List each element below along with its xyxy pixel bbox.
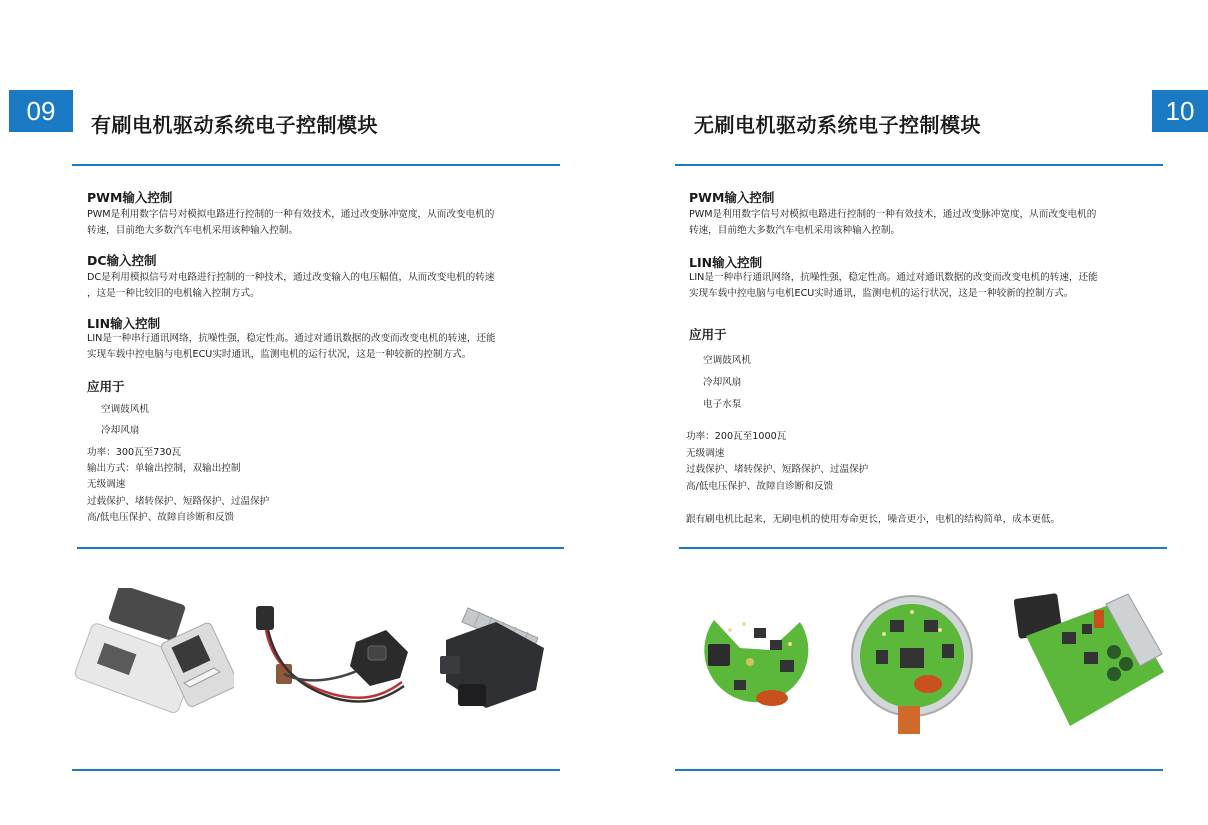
applies-heading: 应用于 bbox=[689, 327, 727, 342]
application-item: 冷却风扇 bbox=[703, 377, 742, 388]
page-title-right: 无刷电机驱动系统电子控制模块 bbox=[694, 113, 981, 137]
section-text: PWM是利用数字信号对模拟电路进行控制的一种有效技术，通过改变脉冲宽度，从而改变电机的 bbox=[689, 209, 1097, 220]
application-item: 空调鼓风机 bbox=[703, 355, 751, 366]
application-item: 空调鼓风机 bbox=[101, 404, 149, 415]
spec-line: 过载保护、堵转保护、短路保护、过温保护 bbox=[686, 464, 869, 475]
divider bbox=[675, 164, 1163, 166]
section-text: DC是利用模拟信号对电路进行控制的一种技术，通过改变输入的电压幅值，从而改变电机的转速 bbox=[87, 272, 495, 283]
spec-line: 高/低电压保护、故障自诊断和反馈 bbox=[686, 481, 834, 492]
applies-heading: 应用于 bbox=[87, 379, 125, 394]
section-text: PWM是利用数字信号对模拟电路进行控制的一种有效技术，通过改变脉冲宽度，从而改变电机的 bbox=[87, 209, 495, 220]
spec-line: 无级调速 bbox=[87, 479, 126, 490]
product-photo-rect-pcb bbox=[1014, 592, 1164, 728]
spec-line: 过载保护、堵转保护、短路保护、过温保护 bbox=[87, 496, 270, 507]
divider bbox=[77, 547, 564, 549]
page-number-right: 10 bbox=[1152, 90, 1208, 132]
section-heading: PWM输入控制 bbox=[87, 190, 173, 205]
divider bbox=[72, 164, 560, 166]
section-heading: PWM输入控制 bbox=[689, 190, 775, 205]
section-text: 实现车载中控电脑与电机ECU实时通讯，监测电机的运行状况，这是一种较新的控制方式。 bbox=[689, 288, 1074, 299]
summary-text: 跟有刷电机比起来，无刷电机的使用寿命更长，噪音更小，电机的结构简单，成本更低。 bbox=[686, 514, 1061, 525]
spec-line: 功率：200瓦至1000瓦 bbox=[686, 431, 787, 442]
application-item: 电子水泵 bbox=[703, 399, 742, 410]
section-heading: LIN输入控制 bbox=[87, 316, 161, 331]
spec-line: 无级调速 bbox=[686, 448, 725, 459]
product-photo-fan-module bbox=[438, 600, 548, 712]
divider bbox=[675, 769, 1163, 771]
section-text: ，这是一种比较旧的电机输入控制方式。 bbox=[87, 288, 260, 299]
page-title-left: 有刷电机驱动系统电子控制模块 bbox=[91, 113, 378, 137]
section-text: 实现车载中控电脑与电机ECU实时通讯，监测电机的运行状况，这是一种较新的控制方式。 bbox=[87, 349, 472, 360]
application-item: 冷却风扇 bbox=[101, 425, 140, 436]
spec-line: 高/低电压保护、故障自诊断和反馈 bbox=[87, 512, 235, 523]
page-number-left: 09 bbox=[9, 90, 73, 132]
divider bbox=[72, 769, 560, 771]
section-heading: DC输入控制 bbox=[87, 253, 157, 268]
spec-line: 功率：300瓦至730瓦 bbox=[87, 447, 182, 458]
section-text: LIN是一种串行通讯网络，抗噪性强，稳定性高。通过对通讯数据的改变而改变电机的转速，还能 bbox=[87, 333, 496, 344]
spec-line: 输出方式：单输出控制，双输出控制 bbox=[87, 463, 241, 474]
section-text: LIN是一种串行通讯网络，抗噪性强，稳定性高。通过对通讯数据的改变而改变电机的转速，还能 bbox=[689, 272, 1098, 283]
section-text: 转速，目前绝大多数汽车电机采用该种输入控制。 bbox=[689, 225, 901, 236]
divider bbox=[679, 547, 1167, 549]
product-photo-harness-module bbox=[252, 602, 412, 710]
section-heading: LIN输入控制 bbox=[689, 255, 763, 270]
product-photo-resistor-module bbox=[72, 588, 234, 720]
section-text: 转速，目前绝大多数汽车电机采用该种输入控制。 bbox=[87, 225, 299, 236]
product-photo-round-pcb bbox=[700, 600, 812, 718]
product-photo-housing-pcb bbox=[850, 590, 974, 736]
